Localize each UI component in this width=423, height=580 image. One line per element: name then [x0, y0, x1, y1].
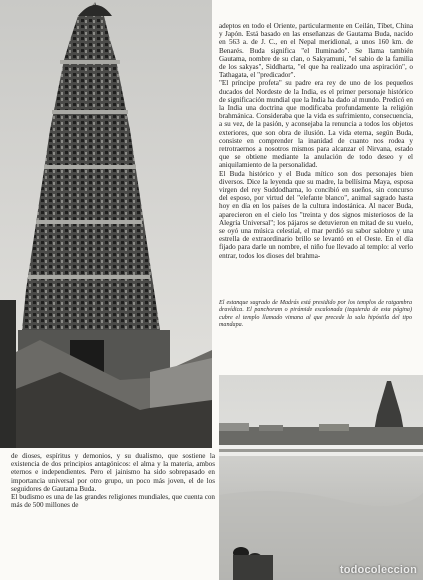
paragraph: adeptos en todo el Oriente, particularmente en Ceilán, Tíbet, China y Japón. Está basado en las enseñanzas de Gautama Buda, nacido en 563 a. de J. C., en el Nepal meridional, a unos 160 km. de Benarés. Buda significa "el Iluminado". Se llama también Gautama, nombre de su clan, o Sakyamuni, "el sabio de la familia de los sakyas", Siddharta, "el que ha realizado una aspiración", o Tathagata, el "predicador".	[219, 22, 413, 80]
paragraph: El Buda histórico y el Buda mítico son dos personajes bien diversos. Dice la leyenda que su madre, la bellísima Maya, esposa virgen del rey Suddodharna, lo concibió en sueños, sin concurso del esposo, por virtud del "elefante blanco", animal sagrado hasta hoy en día en los países de la cultura indostánica. Al nacer Buda, aparecieron en el cielo los "treinta y dos signos misteriosos de la Alegría Universal"; los pájaros se detuvieron en mitad de su vuelo, se oyó una música celestial, el mar perdió su sabor salobre y una estrella de extraordinario brillo se levantó en el Oeste. En el día fijado para darle un nombre, el niño fue llevado al templo: al verlo entrar, todos los dioses del brahma-	[219, 169, 413, 260]
article-left-column	[11, 452, 215, 509]
photo-caption: El estanque sagrado de Madrás está presidido por los templos de ratgambra dravídica. El panchoram o pirámide escalonada (izquierda de esta página) cubre el templo llamado vimana al que precede la sala hipóstila del tipo mandapa.	[219, 300, 412, 328]
article-right-column	[219, 22, 413, 260]
paragraph: de dioses, espíritus y demonios, y su dualismo, que sostiene la existencia de dos principios antagónicos: el alma y la materia, ambos eternos e independientes. Pero el jainismo ha sido sobrepasado en importancia universal por otro grupo, un poco más joven, el de los seguidores de Gautama Buda.	[11, 452, 215, 493]
temple-tower-image	[0, 0, 212, 448]
sacred-tank-image	[219, 375, 423, 580]
paragraph: "El príncipe profeta" su padre era rey de uno de los pequeños ducados del Nordeste de la India, es el primer personaje histórico de significación mundial que la India ha dado al mundo. Predicó en la India una doctrina que modificaba profundamente la religión brahmánica. Consideraba que la vida es sufrimiento, consecuencia, a su vez, de la pasión, y aconsejaba la renuncia a todos los objetos exteriores, que son obra de ilusión. La vida eterna, según Buda, consiste en comprender la inanidad de cuanto nos rodea y retrotraernos a nosotros mismos para alcanzar el Nirvana, estado que se obtiene mediante la anulación de todo deseo y el aniquilamiento de la personalidad.	[219, 79, 413, 170]
temple-tower-photo	[0, 0, 212, 448]
paragraph: El budismo es una de las grandes religiones mundiales, que cuenta con más de 500 millones de	[11, 493, 215, 510]
sacred-tank-photo	[219, 375, 423, 580]
watermark-logo: todocoleccion	[339, 564, 417, 576]
